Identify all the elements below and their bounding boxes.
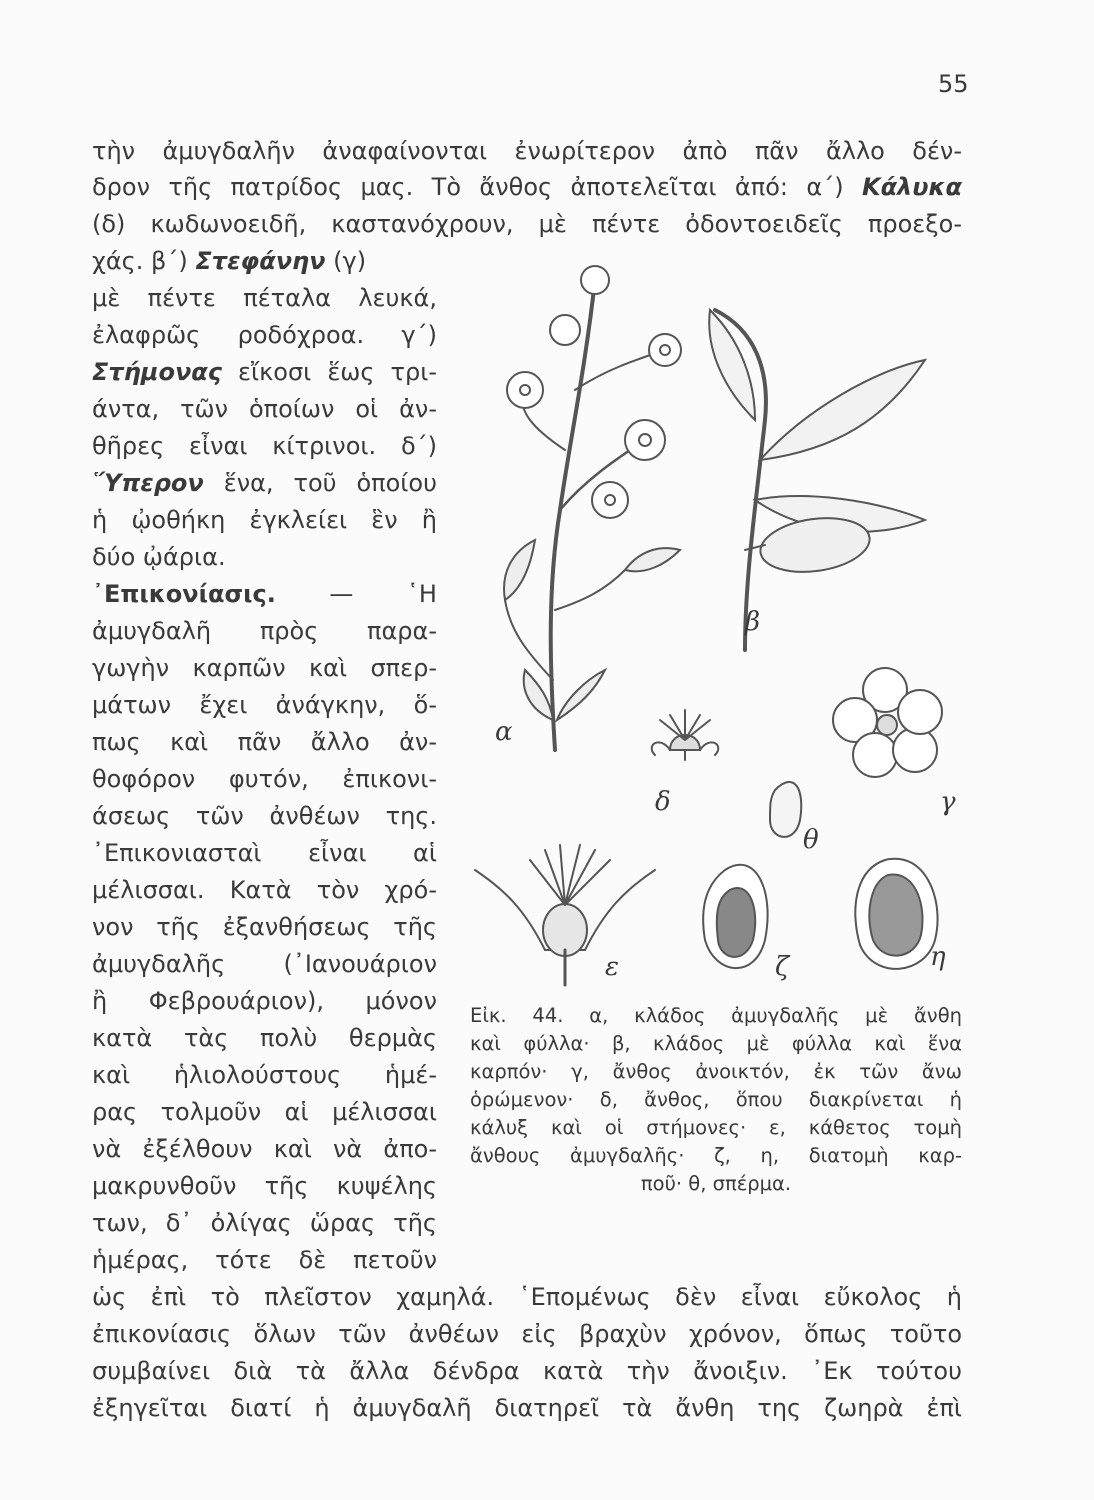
text-line: κατὰ τὰς πολὺ θερμὰς bbox=[92, 1024, 437, 1052]
text-line: καὶ ἡλιολούστους ἡμέ- bbox=[92, 1061, 437, 1089]
label-alpha: α bbox=[495, 717, 513, 747]
flowering-branch-drawing bbox=[504, 266, 681, 750]
text-line: ἡμέρας, τότε δὲ πετοῦν bbox=[92, 1246, 437, 1274]
term-kalyka: Κάλυκα bbox=[861, 173, 962, 201]
text-line: θοφόρον φυτόν, ἐπικονι- bbox=[92, 765, 437, 793]
text-line: γωγὴν καρπῶν καὶ σπερ- bbox=[92, 654, 437, 682]
text-line: ἐλαφρῶς ροδόχροα. γ΄) bbox=[92, 321, 437, 349]
text-line: ᾿Επικονιασταὶ εἶναι αἱ bbox=[92, 839, 437, 867]
page-number: 55 bbox=[938, 70, 969, 98]
term-stefanin: Στεφάνην bbox=[195, 247, 326, 275]
text-line: ὡς ἐπὶ τὸ πλεῖστον χαμηλά. ῾Επομένως δὲν εἶναι εὔκολος ἡ bbox=[92, 1283, 962, 1311]
figure-caption-line: καὶ φύλλα· β, κλάδος μὲ φύλλα καὶ ἕνα bbox=[470, 1032, 962, 1055]
text-line: άντα, τῶν ὁποίων οἱ ἀν- bbox=[92, 395, 437, 423]
text-line: πως καὶ πᾶν ἄλλο ἀν- bbox=[92, 728, 437, 756]
text-line: μὲ πέντε πέταλα λευκά, bbox=[92, 284, 437, 312]
text-line: ἀμυγδαλῆς (᾿Ιανουάριον bbox=[92, 950, 437, 978]
figure-caption-line: ἄνθους ἀμυγδαλῆς· ζ, η, διατομὴ καρ- bbox=[470, 1144, 962, 1167]
fruit-section-zeta-drawing bbox=[703, 865, 767, 968]
open-flower-drawing bbox=[833, 668, 942, 777]
text-line: Στήμονας εἴκοσι ἕως τρι- bbox=[92, 358, 437, 386]
label-theta: θ bbox=[803, 825, 819, 855]
text-line: μακρυνθοῦν τῆς κυψέλης bbox=[92, 1172, 437, 1200]
label-eta: η bbox=[930, 942, 946, 972]
text-line: μέλισσαι. Κατὰ τὸν χρό- bbox=[92, 876, 437, 904]
figure-caption-line: κάλυξ καὶ οἱ στήμονες· ε, κάθετος τομὴ bbox=[470, 1116, 962, 1139]
section-heading-line: ᾿Επικονίασις. — ῾Η bbox=[92, 580, 437, 608]
text-line: ἐπικονίασις ὅλων τῶν ἀνθέων εἰς βραχὺν χρόνον, ὅπως τοῦτο bbox=[92, 1320, 962, 1348]
text-line: ἡ ᾠοθήκη ἐγκλείει ἓν ἢ bbox=[92, 506, 437, 534]
text-line: τὴν ἀμυγδαλῆν ἀναφαίνονται ἐνωρίτερον ἀπὸ πᾶν ἄλλο δέν- bbox=[92, 137, 962, 165]
text-line: νὰ ἐξέλθουν καὶ νὰ ἀπο- bbox=[92, 1135, 437, 1163]
fruiting-branch-drawing bbox=[709, 310, 925, 650]
text-line: ἢ Φεβρουάριον), μόνον bbox=[92, 987, 437, 1015]
text-line: χάς. β΄) Στεφάνην (γ) bbox=[92, 247, 367, 275]
seed-drawing bbox=[770, 782, 801, 837]
text-line: ρας τολμοῦν αἱ μέλισσαι bbox=[92, 1098, 437, 1126]
text-line: μάτων ἔχει ἀνάγκην, ὅ- bbox=[92, 691, 437, 719]
almond-illustration bbox=[455, 250, 975, 1000]
figure-caption-line: ποῦ· θ, σπέρμα. bbox=[640, 1172, 792, 1195]
figure-caption-line: ὁρώμενον· δ, ἄνθος, ὅπου διακρίνεται ἡ bbox=[470, 1088, 962, 1111]
flower-section-drawing bbox=[475, 845, 655, 985]
label-delta: δ bbox=[655, 787, 671, 817]
label-epsilon: ε bbox=[605, 952, 619, 982]
label-beta: β bbox=[745, 607, 761, 637]
text-line: νον τῆς ἐξανθήσεως τῆς bbox=[92, 913, 437, 941]
text-line: ἐξηγεῖται διατί ἡ ἀμυγδαλῆ διατηρεῖ τὰ ἄνθη της ζωηρὰ ἐπὶ bbox=[92, 1394, 962, 1422]
flower-stamens-drawing bbox=[652, 710, 719, 760]
term-yperon: ῞Υπερον bbox=[92, 469, 204, 497]
text-line: ἀμυγδαλῆ πρὸς παρα- bbox=[92, 617, 437, 645]
label-gamma: γ bbox=[940, 787, 956, 817]
figure-caption-line: καρπόν· γ, ἄνθος ἀνοικτόν, ἐκ τῶν ἄνω bbox=[470, 1060, 962, 1083]
figure-caption-line: Εἰκ. 44. α, κλάδος ἀμυγδαλῆς μὲ ἄνθη bbox=[470, 1004, 962, 1027]
text-line: δρον τῆς πατρίδος μας. Τὸ ἄνθος ἀποτελεῖται ἀπό: α΄) Κάλυκα bbox=[92, 173, 962, 201]
text-line: ῞Υπερον ἕνα, τοῦ ὁποίου bbox=[92, 469, 437, 497]
fruit-section-eta-drawing bbox=[855, 859, 937, 969]
section-heading: ᾿Επικονίασις. bbox=[92, 580, 276, 608]
text-line: των, δ᾿ ὀλίγας ὥρας τῆς bbox=[92, 1209, 437, 1237]
text-line: άσεως τῶν ἀνθέων της. bbox=[92, 802, 437, 830]
text-line: συμβαίνει διὰ τὰ ἄλλα δένδρα κατὰ τὴν ἄνοιξιν. ᾿Εκ τούτου bbox=[92, 1357, 962, 1385]
text-line: (δ) κωδωνοειδῆ, καστανόχρουν, μὲ πέντε ὀδοντοειδεῖς προεξο- bbox=[92, 210, 962, 238]
label-zeta: ζ bbox=[775, 952, 790, 982]
text-line: θῆρες εἶναι κίτρινοι. δ΄) bbox=[92, 432, 437, 460]
text-line: δύο ᾠάρια. bbox=[92, 543, 226, 571]
term-stimonas: Στήμονας bbox=[92, 358, 223, 386]
